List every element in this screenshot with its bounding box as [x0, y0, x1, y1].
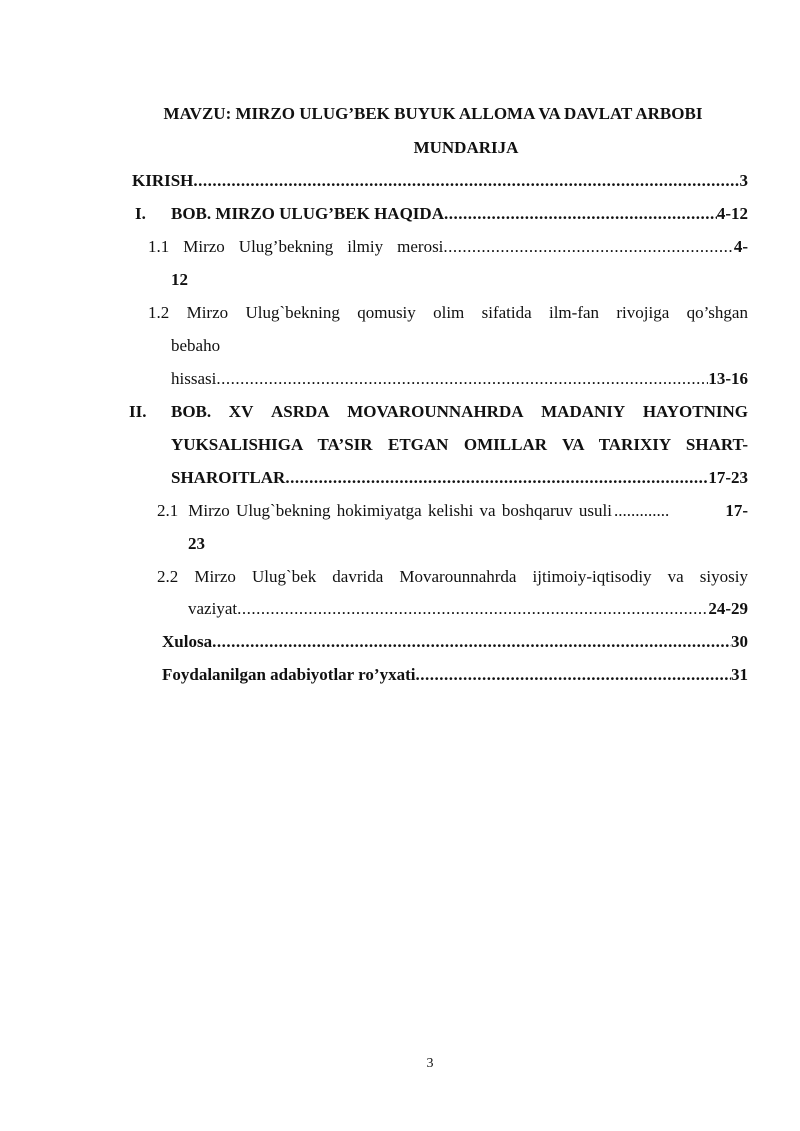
toc-entry-label: Xulosa [162, 632, 213, 651]
dot-leader [443, 237, 733, 257]
toc-entry-page: 17-23 [708, 468, 748, 487]
toc-entry-label: SHAROITLAR [171, 468, 286, 487]
section-word: Movarounnahrda [399, 567, 517, 586]
chapter-word: ASRDA [271, 402, 330, 421]
dot-leader [415, 665, 731, 685]
toc-entry-label: Foydalanilgan adabiyotlar ro’yxati [162, 665, 416, 684]
toc-entry-kirish [132, 171, 748, 191]
section-word: qo’shgan [686, 303, 748, 322]
chapter-word: HAYOTNING [642, 402, 748, 421]
toc-entry-page-continued: 12 [171, 270, 188, 289]
toc-entry-section-2-2 [157, 567, 748, 587]
section-word: davrida [332, 567, 384, 586]
toc-entry-continuation: bebaho [171, 336, 221, 355]
dot-leader [212, 632, 731, 652]
toc-entry-page: 17- [725, 501, 748, 520]
toc-entry-label: KIRISH [132, 171, 194, 190]
section-word: ilm-fan [548, 303, 600, 322]
toc-entry-chapter-2-end [171, 468, 748, 488]
toc-entry-xulosa [162, 632, 748, 652]
section-word: sifatida [481, 303, 532, 322]
section-word: Ulug`bekning [245, 303, 340, 322]
section-word: Mirzo [194, 567, 236, 586]
toc-entry-page: 4- [733, 237, 748, 256]
section-word: va [667, 567, 684, 586]
section-number: 1.2 [148, 303, 170, 322]
toc-entry-section-1-1 [148, 237, 748, 257]
toc-entry-page: 4-12 [716, 204, 748, 223]
section-word: merosi [397, 237, 444, 256]
section-word: ijtimoiy-iqtisodiy [532, 567, 652, 586]
section-number: 1.1 [148, 237, 170, 256]
document-title: MAVZU: MIRZO ULUG’BEK BUYUK ALLOMA VA DAVLAT ARBOBI [163, 104, 703, 123]
dot-leader [237, 599, 708, 619]
toc-entry-page: 3 [739, 171, 748, 190]
toc-entry-label: Mirzo Ulug`bekning hokimiyatga kelishi va boshqaruv usuli [188, 501, 612, 520]
section-word: olim [433, 303, 465, 322]
section-number: 2.2 [157, 567, 179, 586]
dot-leader [193, 171, 739, 191]
section-word: Mirzo [186, 303, 229, 322]
section-word: siyosiy [699, 567, 748, 586]
dot-leader [216, 369, 708, 389]
page-number: 3 [426, 1056, 434, 1071]
toc-entry-section-1-2 [148, 303, 748, 323]
toc-entry-references [162, 665, 748, 685]
chapter-word: MADANIY [541, 402, 626, 421]
chapter-word: BOB. [171, 402, 212, 421]
section-word: Ulug’bekning [238, 237, 334, 256]
dot-leader [444, 204, 717, 224]
section-word: ilmiy [347, 237, 384, 256]
toc-heading: MUNDARIJA [413, 138, 519, 157]
toc-entry-page-continued: 23 [188, 534, 205, 553]
section-word: Ulug`bek [251, 567, 317, 586]
section-word: rivojiga [616, 303, 670, 322]
toc-entry-page: 31 [731, 665, 748, 684]
section-word: Mirzo [183, 237, 225, 256]
toc-entry-continuation: YUKSALISHIGA TA’SIR ETGAN OMILLAR VA TARIXIY SHART- [171, 435, 748, 454]
toc-entry-page: 30 [731, 632, 748, 651]
toc-entry-label: vaziyat [188, 599, 238, 618]
toc-entry-page: 13-16 [708, 369, 748, 388]
dot-leader [285, 468, 708, 488]
section-word: qomusiy [357, 303, 416, 322]
toc-entry-label: BOB. MIRZO ULUG’BEK HAQIDA [171, 204, 444, 223]
section-number: 2.1 [157, 501, 179, 520]
toc-entry-section-2-2-end [188, 599, 748, 619]
toc-entry-label: hissasi [171, 369, 217, 388]
chapter-numeral: I. [135, 204, 146, 223]
toc-entry-section-1-2-end [171, 369, 748, 389]
toc-entry-page: 24-29 [708, 599, 748, 618]
dot-leader: ............. [613, 501, 670, 520]
chapter-numeral: II. [129, 402, 147, 421]
toc-entry-chapter-2 [171, 402, 748, 422]
chapter-word: MOVAROUNNAHRDA [347, 402, 524, 421]
toc-entry-chapter-1 [171, 204, 748, 224]
chapter-word: XV [228, 402, 254, 421]
toc-entry-section-2-1 [157, 501, 748, 521]
